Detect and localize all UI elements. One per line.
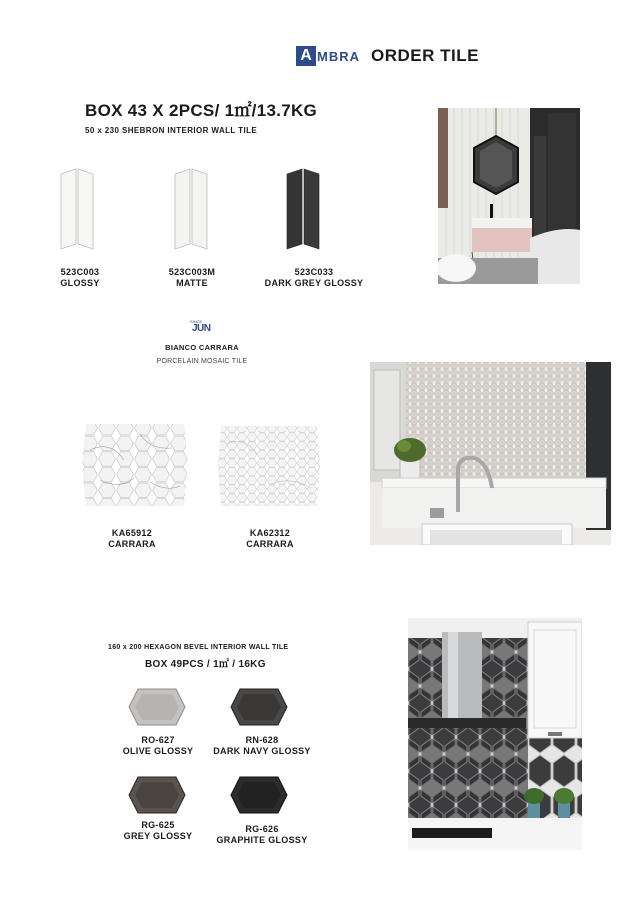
logo-initial: A [296, 46, 316, 66]
kitchen-sink-photo [370, 362, 611, 545]
section3-box-info: BOX 49PCS / 1㎡ / 16KG [145, 659, 266, 670]
tile-caption [108, 735, 208, 757]
page-title: ORDER TILE [371, 46, 479, 65]
tile-code: 523C033 [294, 267, 334, 277]
jun-logo-text: JUN [192, 323, 211, 334]
tile-swatch-rg626 [230, 776, 288, 814]
bathroom-photo [438, 108, 580, 284]
logo-text: MBRA [317, 48, 360, 64]
tile-swatch-rg625 [128, 776, 186, 814]
tile-caption [200, 735, 324, 757]
tile-finish: GLOSSY [60, 278, 100, 288]
jun-logo-small: SINCE [190, 319, 203, 324]
tile-code: 523C003M [168, 267, 216, 277]
section1-box-info: BOX 43 X 2PCS/ 1㎡/13.7KG [85, 101, 318, 120]
tile-caption [150, 267, 234, 289]
tile-caption [252, 267, 376, 289]
tile-code: 523C003 [60, 267, 100, 277]
jun-logo [190, 319, 216, 335]
tile-code: RG-625 [141, 820, 175, 830]
section1-subtitle: 50 x 230 SHEBRON INTERIOR WALL TILE [85, 126, 258, 135]
tile-finish: DARK GREY GLOSSY [264, 278, 364, 288]
tile-code: KA62312 [249, 528, 291, 538]
tile-code: KA65912 [111, 528, 153, 538]
collection-name: BIANCO CARRARA [165, 343, 239, 352]
tile-caption [228, 528, 312, 550]
tile-name: CARRARA [108, 539, 156, 549]
tile-name: GREY GLOSSY [123, 831, 193, 841]
tile-swatch-ro627 [128, 688, 186, 726]
tile-swatch-rn628 [230, 688, 288, 726]
tile-swatch-523c003m [174, 168, 208, 250]
section3-subtitle: 160 x 200 HEXAGON BEVEL INTERIOR WALL TILE [108, 644, 289, 651]
tile-finish: MATTE [176, 278, 208, 288]
tile-code: RO-627 [141, 735, 175, 745]
tile-code: RG-626 [245, 824, 279, 834]
tile-caption [90, 528, 174, 550]
ambra-logo [296, 46, 360, 66]
tile-caption [40, 267, 120, 289]
kitchen-hood-photo [408, 618, 582, 850]
tile-name: OLIVE GLOSSY [122, 746, 194, 756]
tile-caption [200, 824, 324, 846]
tile-code: RN-628 [245, 735, 279, 745]
collection-type: PORCELAIN MOSAIC TILE [156, 358, 248, 365]
tile-name: GRAPHITE GLOSSY [216, 835, 308, 845]
tile-name: CARRARA [246, 539, 294, 549]
tile-caption [108, 820, 208, 842]
tile-swatch-523c033 [286, 168, 320, 250]
tile-name: DARK NAVY GLOSSY [213, 746, 311, 756]
tile-swatch-523c003 [60, 168, 94, 250]
tile-swatch-ka62312 [217, 424, 321, 508]
tile-swatch-ka65912 [80, 420, 190, 510]
